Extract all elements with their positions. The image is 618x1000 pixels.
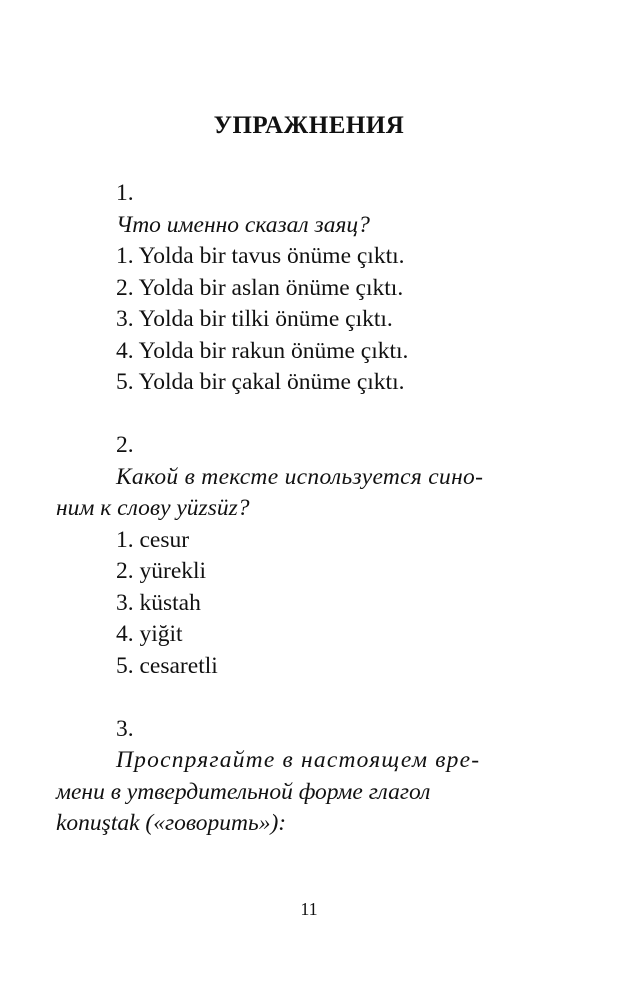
exercise-question: мени в утвердительной форме глагол <box>56 778 431 805</box>
answer-option: 2. yürekli <box>116 558 207 584</box>
answer-option: 4. Yolda bir rakun önüme çıktı. <box>116 337 409 364</box>
answer-option: 2. Yolda bir aslan önüme çıktı. <box>116 274 404 301</box>
answer-option: 4. yiğit <box>116 621 183 647</box>
exercise-question: Проспрягайте в настоящем вре- <box>116 747 481 773</box>
answer-option: 5. Yolda bir çakal önüme çıktı. <box>116 369 405 395</box>
exercise-number: 1. <box>116 180 134 206</box>
answer-option: 3. Yolda bir tilki önüme çıktı. <box>116 306 393 332</box>
page-heading: УПРАЖНЕНИЯ <box>213 112 405 139</box>
page-number: 11 <box>300 899 318 919</box>
answer-option: 3. küstah <box>116 589 201 616</box>
exercises-content <box>56 178 526 840</box>
exercise-question: Какой в тексте используется сино- <box>116 463 484 490</box>
exercise-question: Что именно сказал заяц? <box>116 211 370 238</box>
exercise-2 <box>56 430 526 682</box>
exercise-question: ним к слову yüzsüz? <box>56 495 250 521</box>
answer-option: 5. cesaretli <box>116 652 218 679</box>
exercise-number: 3. <box>116 715 134 742</box>
exercise-number: 2. <box>116 432 134 458</box>
exercise-1 <box>116 178 526 399</box>
exercise-question: konuştak («говорить»): <box>56 810 287 836</box>
answer-option: 1. Yolda bir tavus önüme çıktı. <box>116 243 405 269</box>
answer-option: 1. cesur <box>116 526 190 553</box>
exercise-3 <box>56 714 526 840</box>
